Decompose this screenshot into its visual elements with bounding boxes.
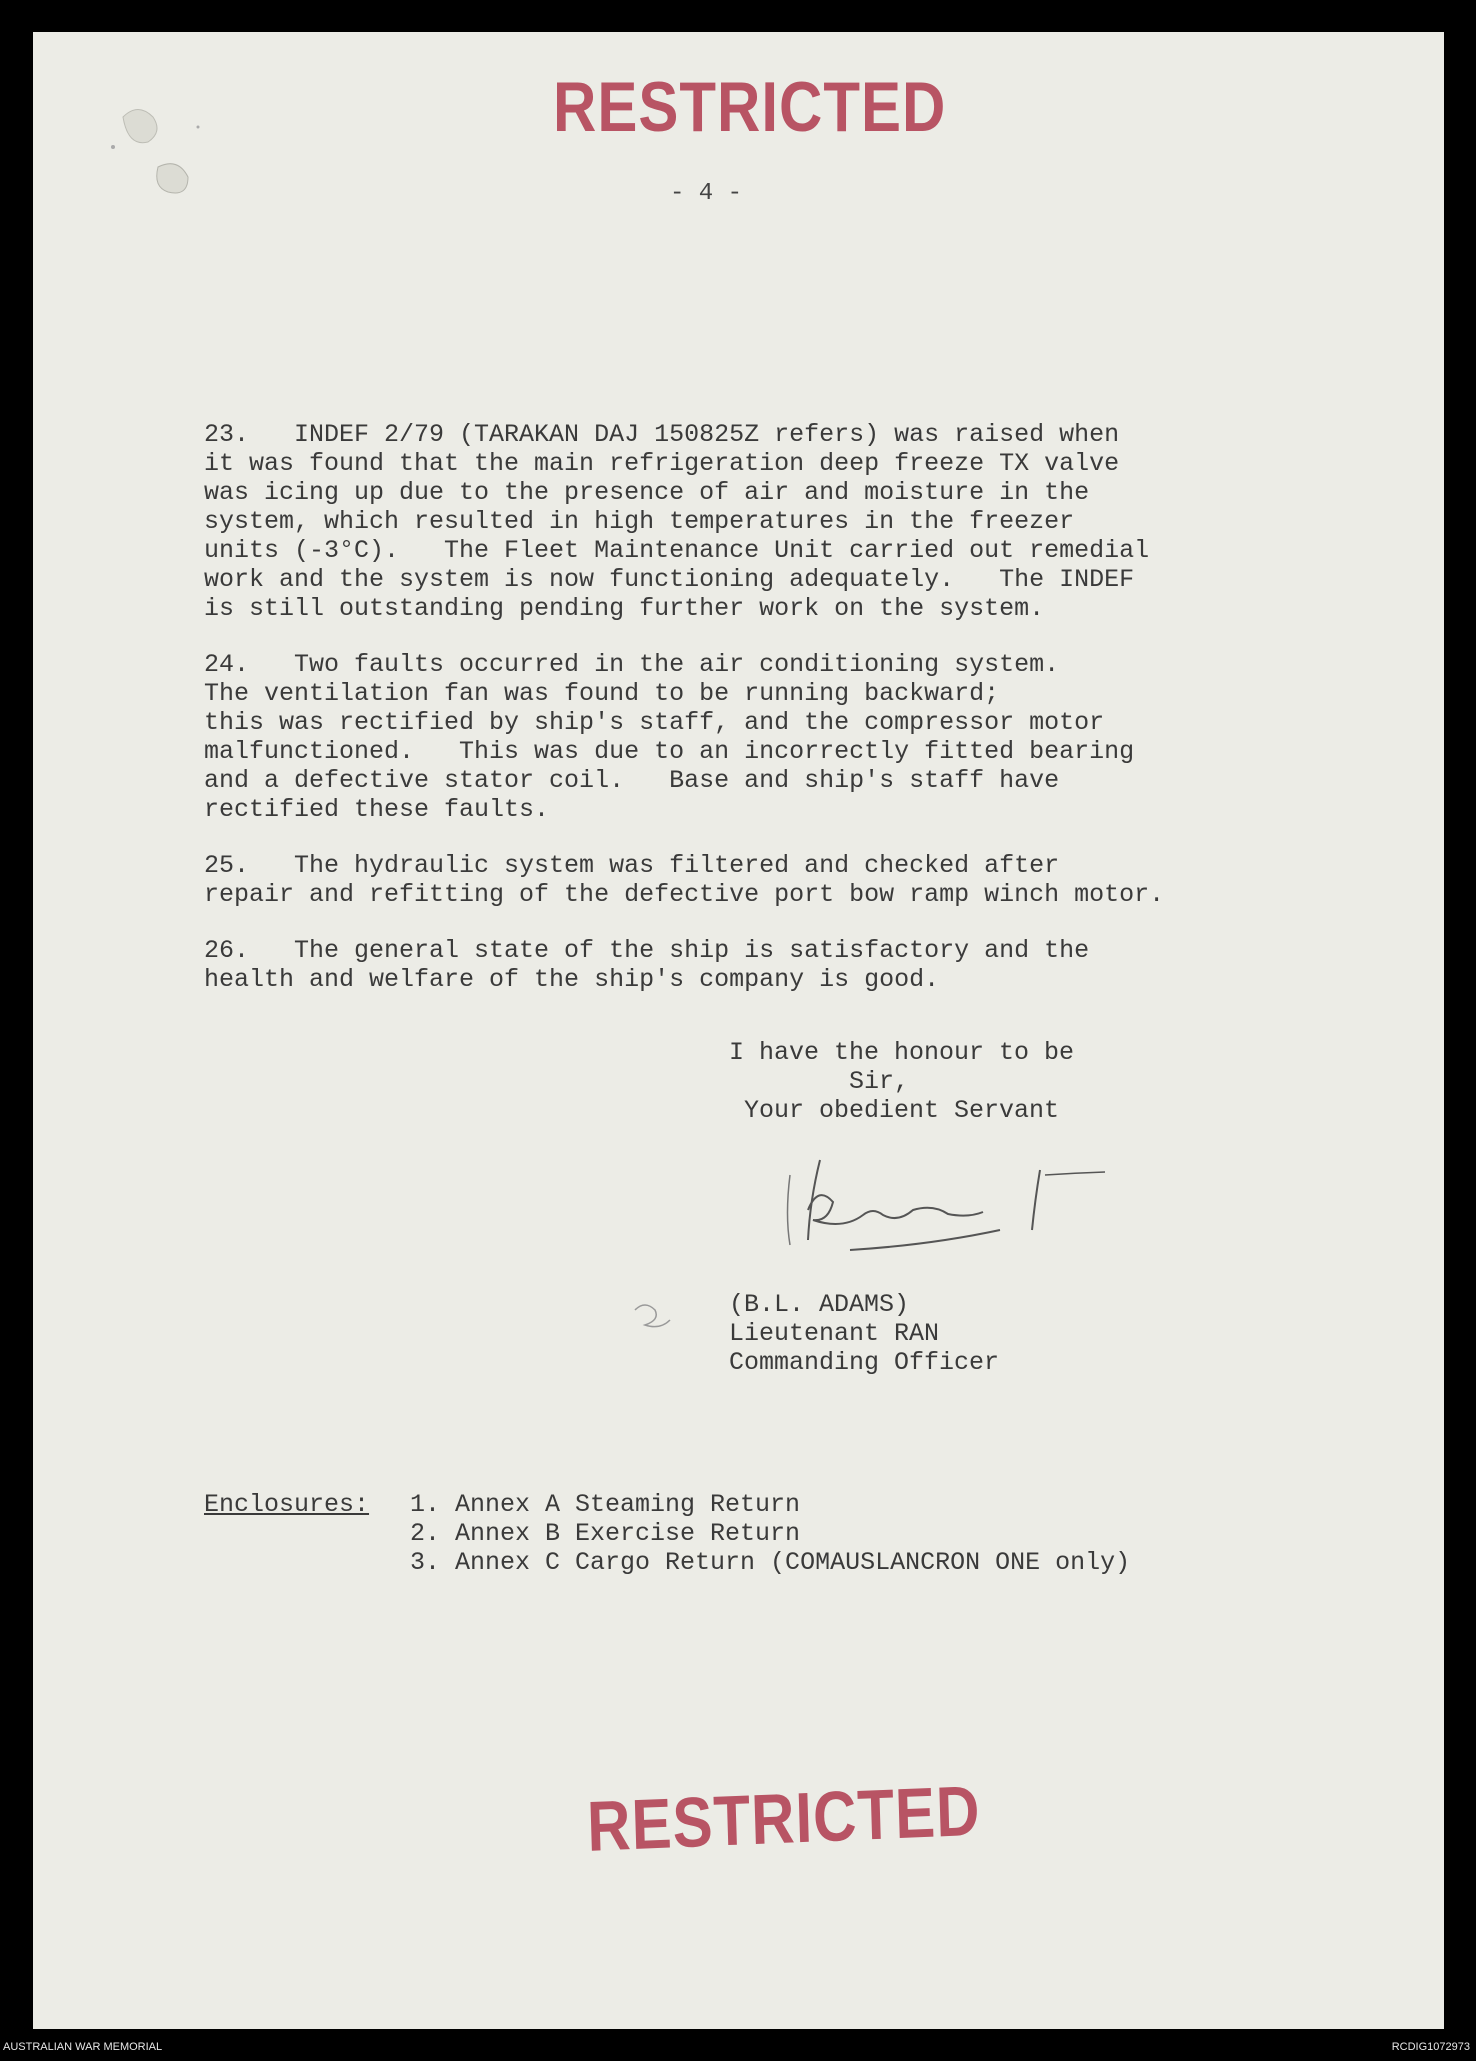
closing-salutation xyxy=(729,1038,1074,1125)
signatory-name: (B.L. ADAMS) xyxy=(729,1290,910,1319)
text-line: 24. Two faults occurred in the air conditioning system. xyxy=(204,650,1060,679)
text-line: rectified these faults. xyxy=(204,795,550,824)
text-line: The ventilation fan was found to be running backward; xyxy=(204,679,1000,708)
text-line: is still outstanding pending further work on the system. xyxy=(204,594,1045,623)
page-number: - 4 - xyxy=(670,180,743,207)
text-line: units (-3°C). The Fleet Maintenance Unit carried out remedial xyxy=(204,536,1150,565)
handwritten-signature xyxy=(750,1150,1130,1270)
signatory-block xyxy=(729,1290,999,1377)
archive-id: RCDIG1072973 xyxy=(1391,2041,1470,2053)
paragraph-26 xyxy=(204,936,1344,994)
list-item: 2. Annex B Exercise Return xyxy=(410,1519,801,1548)
text-line: this was rectified by ship's staff, and the compressor motor xyxy=(204,708,1105,737)
list-item: 1. Annex A Steaming Return xyxy=(410,1490,801,1519)
initials-mark xyxy=(615,1290,695,1340)
closing-line: Your obedient Servant xyxy=(729,1096,1060,1125)
document-page xyxy=(33,32,1444,2029)
text-line: 26. The general state of the ship is satisfactory and the xyxy=(204,936,1090,965)
text-line: it was found that the main refrigeration deep freeze TX valve xyxy=(204,449,1120,478)
closing-line: I have the honour to be xyxy=(729,1038,1075,1067)
closing-line: Sir, xyxy=(729,1067,910,1096)
text-line: system, which resulted in high temperatures in the freezer xyxy=(204,507,1075,536)
archive-credit: AUSTRALIAN WAR MEMORIAL xyxy=(3,2041,163,2053)
text-line: 25. The hydraulic system was filtered and checked after xyxy=(204,851,1060,880)
paragraph-24 xyxy=(204,650,1344,824)
document-body xyxy=(204,420,1344,1021)
paragraph-25 xyxy=(204,851,1344,909)
text-line: was icing up due to the presence of air and moisture in the xyxy=(204,478,1090,507)
paragraph-23 xyxy=(204,420,1344,623)
text-line: and a defective stator coil. Base and ship's staff have xyxy=(204,766,1060,795)
signatory-role: Commanding Officer xyxy=(729,1348,1000,1377)
restricted-stamp-top: RESTRICTED xyxy=(553,67,947,147)
text-line: repair and refitting of the defective port bow ramp winch motor. xyxy=(204,880,1165,909)
text-line: work and the system is now functioning adequately. The INDEF xyxy=(204,565,1135,594)
text-line: health and welfare of the ship's company is good. xyxy=(204,965,940,994)
enclosures-label: Enclosures: xyxy=(204,1490,370,1519)
text-line: 23. INDEF 2/79 (TARAKAN DAJ 150825Z refers) was raised when xyxy=(204,420,1120,449)
text-line: malfunctioned. This was due to an incorrectly fitted bearing xyxy=(204,737,1135,766)
paper-damage-mark xyxy=(103,87,213,217)
list-item: 3. Annex C Cargo Return (COMAUSLANCRON ONE only) xyxy=(410,1548,1131,1577)
signatory-rank: Lieutenant RAN xyxy=(729,1319,940,1348)
restricted-stamp-bottom: RESTRICTED xyxy=(586,1770,982,1867)
enclosures-list xyxy=(410,1490,1130,1577)
